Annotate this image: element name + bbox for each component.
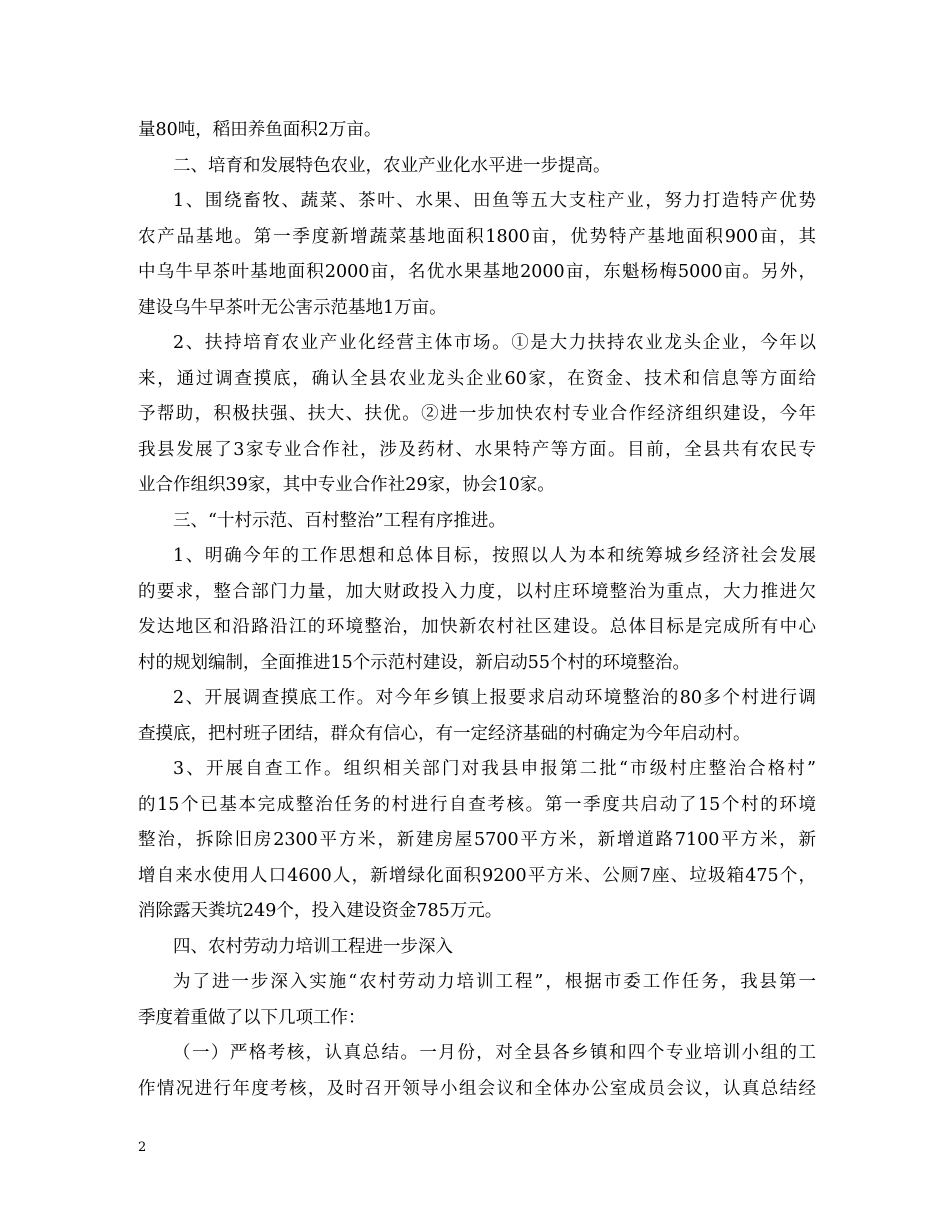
text-line: 3、开展自查工作。组织相关部门对我县申报第二批“市级村庄整治合格村” bbox=[173, 759, 816, 779]
text-line: 消除露天粪坑249个，投入建设资金785万元。 bbox=[138, 901, 503, 921]
text-line: 中乌牛早茶叶基地面积2000亩，名优水果基地2000亩，东魁杨梅5000亩。另外， bbox=[138, 262, 816, 282]
text-line: 1、明确今年的工作思想和总体目标，按照以人为本和统筹城乡经济社会发展 bbox=[173, 546, 816, 566]
text-line: 为了进一步深入实施“农村劳动力培训工程”，根据市委工作任务，我县第一 bbox=[173, 972, 816, 992]
text-line: 1、围绕畜牧、蔬菜、茶叶、水果、田鱼等五大支柱产业，努力打造特产优势 bbox=[173, 191, 816, 211]
text-line: 我县发展了3家专业合作社，涉及药材、水果特产等方面。目前，全县共有农民专 bbox=[138, 439, 816, 460]
text-line: 来，通过调查摸底，确认全县农业龙头企业60家，在资金、技术和信息等方面给 bbox=[138, 368, 816, 389]
text-line: 的要求，整合部门力量，加大财政投入力度，以村庄环境整治为重点，大力推进欠 bbox=[138, 581, 816, 602]
text-line: 农产品基地。第一季度新增蔬菜基地面积1800亩，优势特产基地面积900亩，其 bbox=[138, 226, 816, 247]
page-number: 2 bbox=[138, 1140, 147, 1155]
text-line: 予帮助，积极扶强、扶大、扶优。②进一步加快农村专业合作经济组织建设，今年 bbox=[138, 404, 816, 424]
text-line: 查摸底，把村班子团结，群众有信心，有一定经济基础的村确定为今年启动村。 bbox=[138, 723, 751, 744]
text-line: 三、“十村示范、百村整治”工程有序推进。 bbox=[173, 510, 506, 531]
text-line: 量80吨，稻田养鱼面积2万亩。 bbox=[138, 120, 382, 140]
text-line: 业合作组织39家，其中专业合作社29家，协会10家。 bbox=[138, 475, 555, 495]
text-line: 季度着重做了以下几项工作： bbox=[138, 1007, 366, 1028]
text-line: 二、培育和发展特色农业，农业产业化水平进一步提高。 bbox=[173, 155, 611, 176]
document-body bbox=[138, 113, 816, 1107]
text-line: （一）严格考核，认真总结。一月份，对全县各乡镇和四个专业培训小组的工 bbox=[173, 1043, 816, 1063]
text-line: 2、开展调查摸底工作。对今年乡镇上报要求启动环境整治的80多个村进行调 bbox=[173, 688, 816, 708]
text-line: 村的规划编制，全面推进15个示范村建设，新启动55个村的环境整治。 bbox=[138, 652, 691, 673]
text-line: 增自来水使用人口4600人，新增绿化面积9200平方米、公厕7座、垃圾箱475个， bbox=[138, 865, 816, 886]
text-line: 建设乌牛早茶叶无公害示范基地1万亩。 bbox=[138, 297, 447, 318]
text-line: 四、农村劳动力培训工程进一步深入 bbox=[173, 936, 453, 957]
text-line: 2、扶持培育农业产业化经营主体市场。①是大力扶持农业龙头企业，今年以 bbox=[173, 333, 816, 353]
text-line: 作情况进行年度考核，及时召开领导小组会议和全体办公室成员会议，认真总结经 bbox=[138, 1078, 816, 1099]
text-line: 发达地区和沿路沿江的环境整治，加快新农村社区建设。总体目标是完成所有中心 bbox=[138, 617, 816, 637]
text-line: 整治，拆除旧房2300平方米，新建房屋5700平方米，新增道路7100平方米，新 bbox=[138, 830, 816, 850]
text-line: 的15个已基本完成整治任务的村进行自查考核。第一季度共启动了15个村的环境 bbox=[138, 794, 816, 815]
